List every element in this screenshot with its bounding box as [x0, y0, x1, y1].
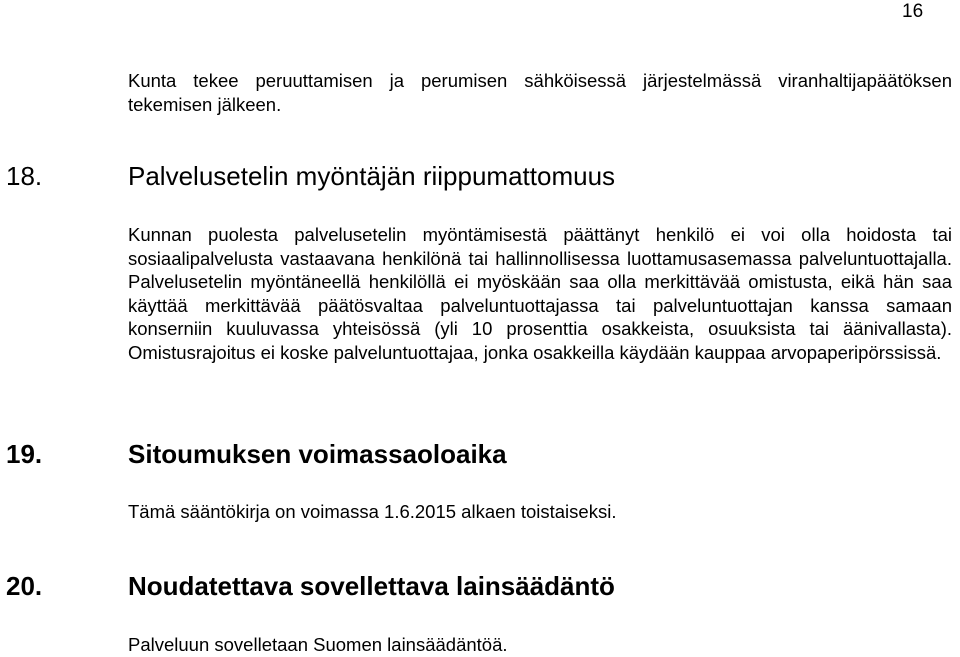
intro-paragraph: Kunta tekee peruuttamisen ja perumisen sähköisessä järjestelmässä viranhaltijapäätöksen tekemisen jälkeen. [128, 70, 952, 115]
section-18-title: Palvelusetelin myöntäjän riippumattomuus [128, 161, 616, 191]
section-19-body: Tämä sääntökirja on voimassa 1.6.2015 alkaen toistaiseksi. [128, 501, 617, 522]
section-20-number: 20. [6, 571, 43, 601]
section-18-body: Kunnan puolesta palvelusetelin myöntämisestä päättänyt henkilö ei voi olla hoidosta tai sosiaalipalvelusta vastaavana henkilönä tai hallinnollisessa luottamusasemassa palveluntuottajalla. Palvelusetelin myöntäneellä henkilöllä ei myöskään saa olla merkittävää omistusta, eikä hän saa käyttää merkittävää päätösvaltaa palveluntuottajassa tai palveluntuottajan kanssa samaan konserniin kuuluvassa yhteisössä (yli 10 prosenttia osakkeista, osuuksista tai äänivallasta). Omistusrajoitus ei koske palveluntuottajaa, jonka osakkeilla käydään kauppaa arvopaperipörssissä. [128, 224, 952, 363]
page-number: 16 [902, 1, 924, 22]
section-18-number: 18. [6, 161, 43, 191]
section-19-title: Sitoumuksen voimassaoloaika [128, 439, 507, 469]
section-20-body: Palveluun sovelletaan Suomen lainsäädäntöä. [128, 634, 508, 655]
section-19-number: 19. [6, 439, 43, 469]
section-20-title: Noudatettava sovellettava lainsäädäntö [128, 571, 615, 601]
